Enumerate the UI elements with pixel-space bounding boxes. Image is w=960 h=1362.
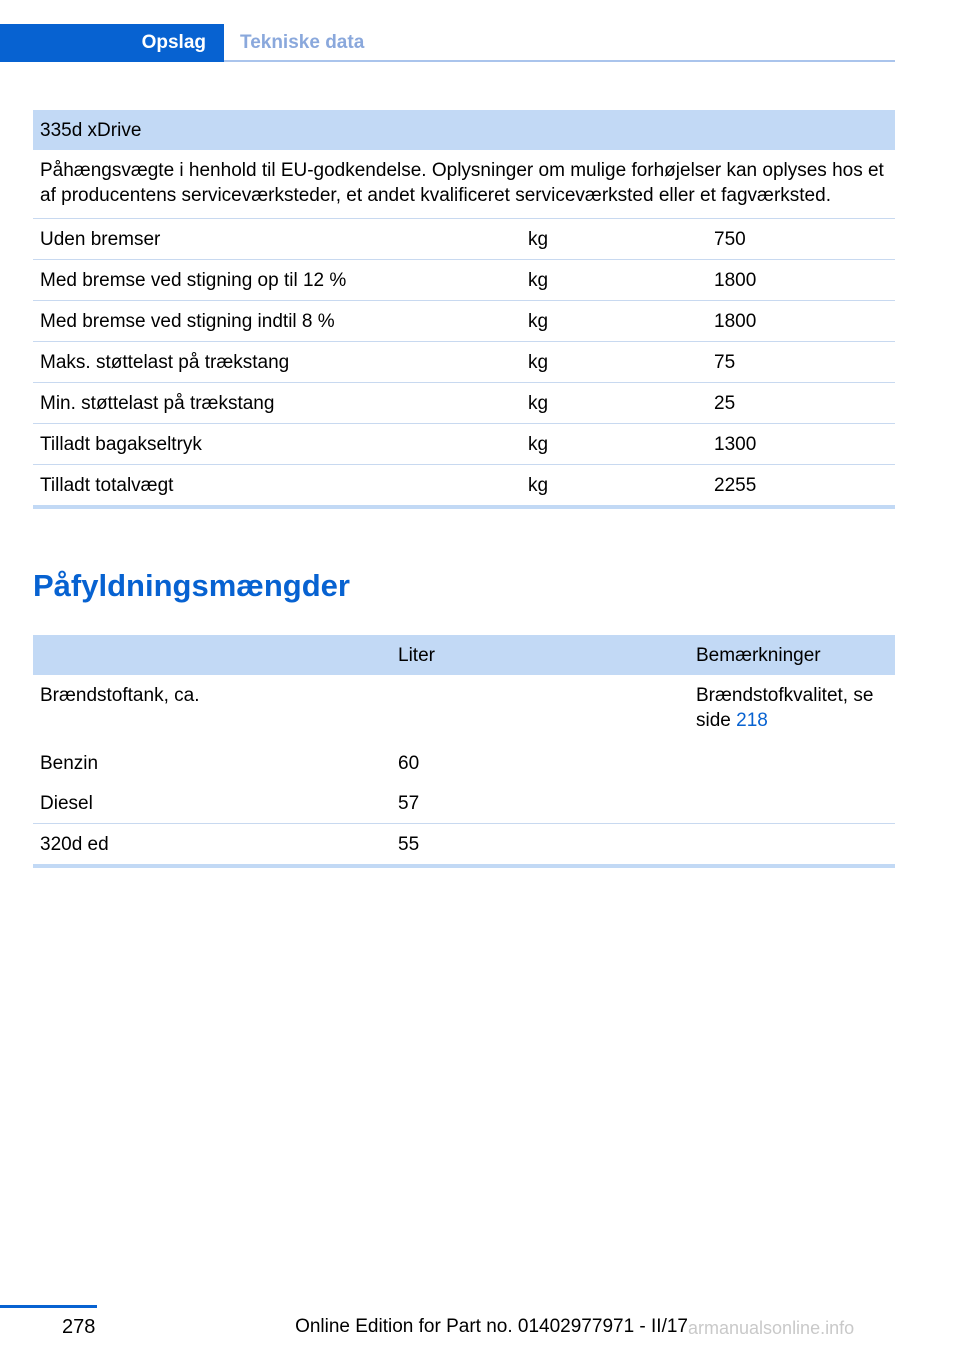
row-value: 1800 — [707, 301, 895, 342]
page-link[interactable]: 218 — [736, 710, 768, 731]
towing-weights-table — [33, 110, 895, 509]
row-label: Diesel — [33, 783, 391, 824]
row-remark — [689, 743, 895, 783]
row-label: Tilladt totalvægt — [33, 465, 521, 508]
row-label: Med bremse ved stigning indtil 8 % — [33, 301, 521, 342]
header-rule — [224, 60, 895, 62]
table-description: Påhængsvægte i henhold til EU-godkendelse. Oplysninger om mulige forhøjelser kan oplyses hos et af producentens serviceværksteder, et andet kvalificeret serviceværksted eller et fagværksted. — [33, 150, 895, 219]
fill-quantities-table — [33, 635, 895, 868]
remark-text: Brændstofkvalitet, se side — [696, 685, 874, 731]
table-row — [33, 783, 895, 824]
header-remarks: Bemærkninger — [689, 635, 895, 675]
row-value: 25 — [707, 383, 895, 424]
row-label: Min. støttelast på trækstang — [33, 383, 521, 424]
row-value: 2255 — [707, 465, 895, 508]
table-row — [33, 383, 895, 424]
row-liter: 60 — [398, 752, 420, 774]
row-label: Uden bremser — [33, 219, 521, 260]
table-row — [33, 675, 895, 743]
row-unit: kg — [521, 342, 707, 383]
row-label: 320d ed — [33, 824, 391, 867]
row-unit: kg — [521, 260, 707, 301]
tab-opslag[interactable]: Opslag — [0, 24, 224, 62]
table-row — [33, 743, 895, 783]
header-liter: Liter — [391, 635, 689, 675]
table-row — [33, 301, 895, 342]
row-label: Med bremse ved stigning op til 12 % — [33, 260, 521, 301]
row-remark — [689, 675, 895, 743]
row-unit: kg — [521, 301, 707, 342]
watermark: armanualsonline.info — [688, 1318, 855, 1338]
tab-tekniske-data[interactable]: Tekniske data — [240, 32, 365, 53]
page-number: 278 — [62, 1316, 96, 1338]
table-row — [33, 824, 895, 867]
table-row — [33, 219, 895, 260]
row-remark — [689, 783, 895, 824]
section-title: Påfyldningsmængder — [33, 568, 350, 603]
top-nav — [0, 24, 895, 62]
table-row — [33, 260, 895, 301]
header-blank — [33, 635, 391, 675]
row-value: 75 — [707, 342, 895, 383]
table-row — [33, 424, 895, 465]
row-label: Maks. støttelast på trækstang — [33, 342, 521, 383]
footer-rule — [0, 1305, 97, 1308]
row-liter: 57 — [391, 783, 689, 824]
row-remark — [689, 824, 895, 867]
table-row — [33, 465, 895, 508]
table-row — [33, 342, 895, 383]
row-label: Benzin — [40, 752, 99, 774]
table-title: 335d xDrive — [33, 110, 895, 150]
row-value: 1300 — [707, 424, 895, 465]
row-label: Brændstoftank, ca. — [40, 685, 200, 706]
edition-text: Online Edition for Part no. 01402977971 - II/17 — [295, 1316, 688, 1337]
row-unit: kg — [521, 219, 707, 260]
row-liter: 55 — [391, 824, 689, 867]
row-unit: kg — [521, 383, 707, 424]
row-unit: kg — [521, 424, 707, 465]
row-unit: kg — [521, 465, 707, 508]
row-liter — [391, 675, 689, 743]
row-value: 1800 — [707, 260, 895, 301]
row-value: 750 — [707, 219, 895, 260]
row-label: Tilladt bagakseltryk — [33, 424, 521, 465]
